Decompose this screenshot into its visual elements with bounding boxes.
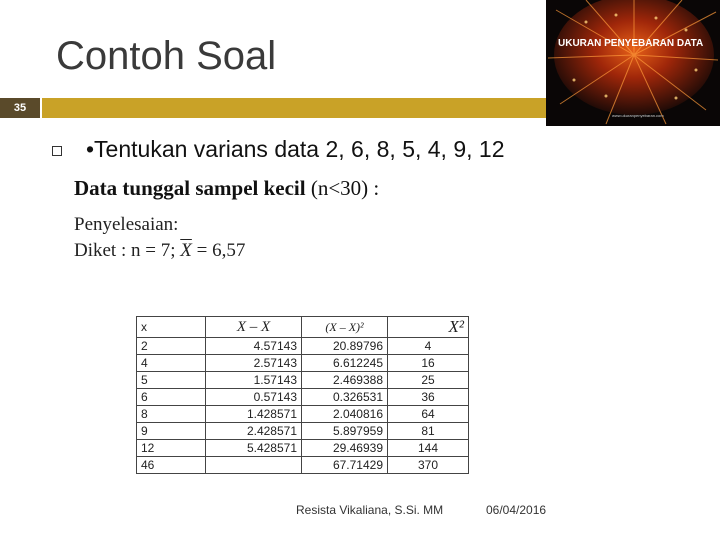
diket-prefix: Diket : n = 7; [74,240,176,261]
cell-deviation: 2.428571 [206,423,302,440]
cell-x-squared: 4 [388,338,469,355]
cell-deviation: 2.57143 [206,355,302,372]
cell-x-squared: 36 [388,389,469,406]
variance-table [136,316,469,474]
mean-symbol: $\overline{X}$ [180,240,192,261]
footer-author: Resista Vikaliana, S.Si. MM [296,503,444,517]
subheading-main: Data tunggal sampel kecil [74,176,306,200]
cell-x-squared: 25 [388,372,469,389]
table-header-row [137,317,469,338]
cell-squared-deviation: 2.469388 [302,372,388,389]
cover-title: UKURAN PENYEBARAN DATA [558,38,704,49]
cell-x-squared: 16 [388,355,469,372]
cell-x: 2 [137,338,206,355]
header-x-squared: X² [388,317,469,338]
table-total-row [137,457,469,474]
cell-x: 6 [137,389,206,406]
table-row [137,440,469,457]
cell-x: 5 [137,372,206,389]
cell-squared-deviation: 5.897959 [302,423,388,440]
table-row [137,423,469,440]
cell-deviation: 1.428571 [206,406,302,423]
cell-squared-deviation: 20.89796 [302,338,388,355]
table-row [137,406,469,423]
cell-squared-deviation-total: 67.71429 [302,457,388,474]
cell-x: 9 [137,423,206,440]
cell-deviation: 5.428571 [206,440,302,457]
cover-url: www.ukuranpenyebaran.com [612,113,664,118]
cell-x-squared: 64 [388,406,469,423]
sunburst-graphic [546,0,720,126]
cell-x: 8 [137,406,206,423]
cell-x: 4 [137,355,206,372]
question-text: •Tentukan varians data 2, 6, 8, 5, 4, 9, 12 [86,136,505,162]
diket-line [74,238,245,264]
cell-squared-deviation: 29.46939 [302,440,388,457]
diket-suffix: = 6,57 [196,240,246,261]
cover-image [546,0,720,126]
bullet-square-icon [52,146,62,156]
footer-date: 06/04/2016 [486,503,547,517]
penyelesaian-label: Penyelesaian: [74,214,179,235]
cell-x-squared-total: 370 [388,457,469,474]
cell-deviation: 4.57143 [206,338,302,355]
subheading [74,176,379,201]
cell-squared-deviation: 2.040816 [302,406,388,423]
cell-x-squared: 144 [388,440,469,457]
table-row [137,372,469,389]
table-row [137,355,469,372]
header-deviation: X – X [206,317,302,338]
header-x: x [137,317,206,338]
cell-x-squared: 81 [388,423,469,440]
subheading-condition: (n<30) : [310,176,380,200]
table-row [137,338,469,355]
header-squared-deviation: (X – X)² [302,317,388,338]
cell-squared-deviation: 6.612245 [302,355,388,372]
title-underline-bar [42,98,548,118]
solution-block [74,212,245,264]
cell-x-total: 46 [137,457,206,474]
cell-squared-deviation: 0.326531 [302,389,388,406]
slide-number: 35 [13,102,27,114]
slide-title: Contoh Soal [56,34,277,78]
cell-deviation-total [206,457,302,474]
cell-x: 12 [137,440,206,457]
table-row [137,389,469,406]
cell-deviation: 1.57143 [206,372,302,389]
cell-deviation: 0.57143 [206,389,302,406]
